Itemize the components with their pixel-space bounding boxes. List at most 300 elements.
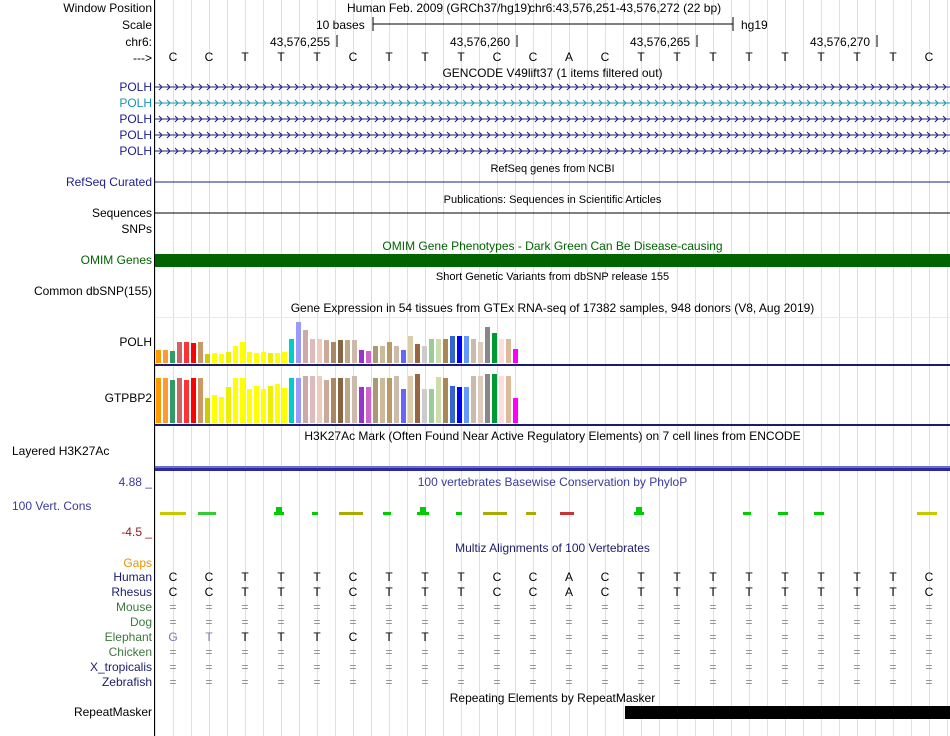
alignment-base: C: [492, 570, 502, 584]
alignment-base: =: [385, 600, 393, 614]
repeatmasker-block: [625, 706, 950, 719]
track-label-omim[interactable]: OMIM Genes: [80, 253, 152, 267]
gtex-polh-bar: [282, 352, 287, 363]
alignment-base: =: [493, 600, 501, 614]
gtex-polh-bar: [338, 340, 343, 363]
alignment-base: =: [673, 615, 681, 629]
base-letter: T: [853, 50, 861, 64]
alignment-base: =: [925, 630, 933, 644]
alignment-base: =: [493, 660, 501, 674]
omim-gene-block: [155, 254, 950, 267]
alignment-base: =: [565, 660, 573, 674]
base-letter: T: [745, 50, 753, 64]
dbsnp-track-title: Short Genetic Variants from dbSNP release 155: [435, 271, 670, 283]
alignment-base: =: [781, 660, 789, 674]
base-letter: C: [924, 50, 934, 64]
alignment-base: =: [673, 630, 681, 644]
alignment-base: =: [817, 675, 825, 689]
alignment-base: C: [168, 570, 178, 584]
alignment-base: =: [853, 600, 861, 614]
gtex-polh-bar: [513, 349, 518, 363]
gtex-polh-bar: [177, 342, 182, 363]
gtex-gtpbp2-bar: [373, 378, 378, 423]
scale-label: Scale: [121, 18, 152, 32]
gtex-gtpbp2-bar: [275, 384, 280, 423]
alignment-base: =: [313, 645, 321, 659]
alignment-base: =: [169, 615, 177, 629]
alignment-base: =: [241, 615, 249, 629]
gtex-polh-bar: [506, 339, 511, 363]
alignment-base: =: [205, 600, 213, 614]
gtex-gtpbp2-bar: [247, 389, 252, 423]
gtex-gtpbp2-bar: [177, 378, 182, 423]
base-letter: C: [168, 50, 178, 64]
alignment-base: =: [673, 675, 681, 689]
gtex-polh-bar: [254, 353, 259, 363]
alignment-base: =: [889, 645, 897, 659]
alignment-base: T: [457, 585, 465, 599]
species-label-x_tropicalis[interactable]: X_tropicalis: [89, 660, 152, 674]
gtex-polh-bar: [247, 352, 252, 363]
alignment-base: =: [565, 600, 573, 614]
phylop-max-label: 4.88 _: [118, 475, 152, 489]
alignment-base: =: [457, 675, 465, 689]
position-readout: chr6:43,576,251-43,576,272 (22 bp): [529, 1, 722, 15]
phylop-mark: [526, 512, 536, 515]
alignment-base: =: [349, 675, 357, 689]
alignment-base: =: [925, 660, 933, 674]
alignment-base: T: [241, 585, 249, 599]
alignment-base: =: [241, 645, 249, 659]
species-label-rhesus[interactable]: Rhesus: [111, 585, 152, 599]
alignment-base: =: [781, 615, 789, 629]
alignment-base: =: [277, 645, 285, 659]
track-label-gtex-gtpbp2[interactable]: GTPBP2: [104, 391, 152, 405]
alignment-base: =: [241, 660, 249, 674]
base-letter: T: [385, 50, 393, 64]
gtex-gtpbp2-bar: [331, 378, 336, 423]
alignment-base: =: [565, 615, 573, 629]
gtex-gtpbp2-bar: [345, 378, 350, 423]
alignment-base: =: [205, 615, 213, 629]
track-label-polh-2[interactable]: POLH: [119, 96, 152, 110]
gtex-gtpbp2-bar: [443, 378, 448, 423]
alignment-base: T: [385, 585, 393, 599]
alignment-base: =: [565, 675, 573, 689]
alignment-base: T: [637, 570, 645, 584]
track-label-snps[interactable]: SNPs: [121, 222, 152, 236]
alignment-base: T: [277, 630, 285, 644]
alignment-base: T: [385, 570, 393, 584]
gtex-gtpbp2-bar: [268, 386, 273, 423]
alignment-base: =: [385, 660, 393, 674]
alignment-base: =: [817, 645, 825, 659]
alignment-base: C: [492, 585, 502, 599]
alignment-base: =: [853, 675, 861, 689]
gtex-gtpbp2-bar: [324, 380, 329, 423]
base-letter: T: [313, 50, 321, 64]
alignment-base: =: [709, 660, 717, 674]
gtex-polh-bar: [485, 327, 490, 363]
alignment-base: =: [313, 675, 321, 689]
alignment-base: =: [889, 615, 897, 629]
alignment-base: C: [600, 570, 610, 584]
gtex-gtpbp2-bar: [240, 378, 245, 423]
track-label-polh-4[interactable]: POLH: [119, 128, 152, 142]
base-letter: C: [492, 50, 502, 64]
base-letter: C: [204, 50, 214, 64]
gtex-track-title: Gene Expression in 54 tissues from GTEx RNA-seq of 17382 samples, 948 donors (V8, Aug 2019): [290, 301, 815, 315]
alignment-base: T: [889, 570, 897, 584]
gtex-polh-bar: [317, 339, 322, 363]
species-label-dog[interactable]: Dog: [129, 615, 152, 629]
base-letter: T: [889, 50, 897, 64]
alignment-base: =: [493, 645, 501, 659]
alignment-base: =: [853, 645, 861, 659]
alignment-base: =: [493, 615, 501, 629]
alignment-base: =: [817, 660, 825, 674]
alignment-base: =: [673, 660, 681, 674]
strand-label: --->: [133, 51, 152, 65]
gtex-polh-bar: [331, 342, 336, 363]
scale-bar-label: 10 bases: [316, 18, 365, 32]
alignment-base: =: [745, 600, 753, 614]
gtex-gtpbp2-bar: [303, 376, 308, 423]
phylop-mark: [312, 512, 318, 515]
gtex-gtpbp2-bar: [296, 378, 301, 423]
gtex-gtpbp2-bar: [170, 380, 175, 423]
base-letter: T: [781, 50, 789, 64]
alignment-base: =: [385, 645, 393, 659]
gtex-gtpbp2-bar: [464, 387, 469, 423]
alignment-base: =: [637, 660, 645, 674]
alignment-base: =: [925, 645, 933, 659]
gtex-gtpbp2-bar: [450, 386, 455, 423]
gtex-gtpbp2-bar: [184, 380, 189, 423]
gtex-gtpbp2-bar: [156, 378, 161, 423]
alignment-base: =: [493, 630, 501, 644]
alignment-base: =: [925, 675, 933, 689]
base-letter: T: [637, 50, 645, 64]
gtex-gtpbp2-bar: [499, 376, 504, 423]
gtex-gtpbp2-bar: [254, 386, 259, 423]
gtex-polh-bar: [408, 336, 413, 363]
phylop-peak: [420, 507, 426, 515]
alignment-base: =: [493, 675, 501, 689]
alignment-base: =: [673, 600, 681, 614]
gtex-polh-bar: [457, 336, 462, 363]
gtex-polh-bar: [296, 322, 301, 363]
gtex-gtpbp2-bar: [282, 388, 287, 423]
alignment-base: =: [601, 600, 609, 614]
alignment-base: T: [817, 585, 825, 599]
gtex-top-border: [155, 317, 950, 318]
track-image-panel[interactable]: [155, 0, 950, 736]
gtex-gtpbp2-bar: [387, 378, 392, 423]
alignment-base: =: [709, 600, 717, 614]
alignment-base: =: [529, 675, 537, 689]
alignment-base: T: [637, 585, 645, 599]
alignment-base: T: [313, 585, 321, 599]
coord-label-1: 43,576,255: [270, 35, 331, 49]
alignment-base: C: [924, 585, 934, 599]
omim-track-title: OMIM Gene Phenotypes - Dark Green Can Be Disease-causing: [382, 239, 723, 253]
gtex-gtpbp2-bar: [485, 374, 490, 423]
base-letter: T: [241, 50, 249, 64]
gtex-gtpbp2-bar: [289, 378, 294, 423]
track-label-gaps[interactable]: Gaps: [123, 556, 152, 570]
alignment-base: =: [169, 675, 177, 689]
alignment-base: =: [709, 630, 717, 644]
base-letter: T: [277, 50, 285, 64]
gtex-gtpbp2-bar: [513, 398, 518, 423]
gtex-polh-bar: [303, 330, 308, 363]
phylop-mark: [814, 512, 824, 515]
alignment-base: T: [781, 585, 789, 599]
base-letter: C: [600, 50, 610, 64]
alignment-base: =: [241, 600, 249, 614]
alignment-base: T: [241, 630, 249, 644]
alignment-base: =: [421, 600, 429, 614]
gtex-gtpbp2-bar: [471, 376, 476, 423]
alignment-base: =: [745, 645, 753, 659]
alignment-base: =: [457, 660, 465, 674]
track-label-gtex-polh[interactable]: POLH: [119, 335, 152, 349]
alignment-base: T: [313, 570, 321, 584]
species-label-mouse[interactable]: Mouse: [115, 600, 152, 614]
alignment-base: =: [889, 660, 897, 674]
alignment-base: C: [348, 585, 358, 599]
gtex-gtpbp2-bar: [415, 374, 420, 423]
alignment-base: A: [564, 570, 573, 584]
gtex-polh-bar: [450, 336, 455, 363]
alignment-base: =: [313, 660, 321, 674]
alignment-base: T: [313, 630, 321, 644]
alignment-base: T: [781, 570, 789, 584]
gtex-polh-bar: [422, 346, 427, 363]
gtex-polh-bar: [275, 353, 280, 363]
alignment-base: =: [169, 660, 177, 674]
gtex-polh-bar: [212, 353, 217, 363]
alignment-base: =: [889, 600, 897, 614]
gtex-gtpbp2-bar: [212, 395, 217, 423]
alignment-base: G: [168, 630, 178, 644]
track-label-sequences[interactable]: Sequences: [91, 206, 152, 220]
repeatmasker-track-title: Repeating Elements by RepeatMasker: [449, 691, 656, 705]
gtex-gtpbp2-bar: [310, 376, 315, 423]
alignment-base: =: [421, 645, 429, 659]
gtex-polh-bar: [373, 346, 378, 363]
alignment-base: =: [601, 630, 609, 644]
alignment-base: =: [169, 600, 177, 614]
alignment-base: =: [529, 660, 537, 674]
base-letter: T: [421, 50, 429, 64]
gtex-polh-bar: [310, 339, 315, 363]
gtex-polh-bar: [387, 342, 392, 363]
gtex-polh-bar: [163, 350, 168, 363]
species-label-zebrafish[interactable]: Zebrafish: [101, 675, 152, 689]
alignment-base: =: [745, 660, 753, 674]
alignment-base: =: [385, 675, 393, 689]
track-label-h3k27ac[interactable]: Layered H3K27Ac: [12, 444, 110, 458]
alignment-base: =: [169, 645, 177, 659]
alignment-base: =: [925, 600, 933, 614]
gtex-gtpbp2-bar: [205, 398, 210, 423]
h3k27ac-signal-top: [155, 466, 950, 468]
alignment-base: =: [313, 600, 321, 614]
alignment-base: =: [781, 600, 789, 614]
track-labels-panel: [0, 0, 154, 736]
gencode-track-title: GENCODE V49lift37 (1 items filtered out): [442, 66, 663, 80]
gtex-gtpbp2-bar: [359, 387, 364, 423]
gtex-polh-bar: [205, 354, 210, 363]
h3k27ac-signal: [155, 468, 950, 471]
gtex-gtpbp2-bar: [191, 378, 196, 423]
phylop-mark: [339, 512, 363, 515]
track-label-cons[interactable]: 100 Vert. Cons: [12, 499, 92, 513]
assembly-title: Human Feb. 2009 (GRCh37/hg19): [347, 1, 532, 15]
track-label-dbsnp[interactable]: Common dbSNP(155): [33, 284, 152, 298]
alignment-base: =: [853, 615, 861, 629]
gtex-gtpbp2-bar: [233, 378, 238, 423]
alignment-base: =: [313, 615, 321, 629]
alignment-base: T: [853, 570, 861, 584]
gtex-polh-bar: [492, 333, 497, 363]
gtex-gtpbp2-bar: [408, 376, 413, 423]
alignment-base: T: [421, 570, 429, 584]
alignment-base: C: [348, 630, 358, 644]
gtex-gtpbp2-bar: [436, 377, 441, 423]
phylop-mark: [778, 512, 788, 515]
gtex-gtpbp2-bar: [338, 378, 343, 423]
phylop-mark: [456, 512, 462, 515]
gtex-polh-bar: [345, 340, 350, 363]
base-letter: C: [348, 50, 358, 64]
track-label-polh-3[interactable]: POLH: [119, 112, 152, 126]
alignment-base: C: [204, 585, 214, 599]
alignment-base: C: [528, 585, 538, 599]
alignment-base: =: [745, 615, 753, 629]
gtex-polh-bar: [226, 352, 231, 363]
gtex-polh-bar: [443, 339, 448, 363]
gtex-polh-bar: [184, 342, 189, 363]
alignment-base: C: [204, 570, 214, 584]
track-label-polh-1[interactable]: POLH: [119, 80, 152, 94]
phylop-mark: [383, 512, 391, 515]
alignment-base: T: [889, 585, 897, 599]
h3k27ac-track-title: H3K27Ac Mark (Often Found Near Active Regulatory Elements) on 7 cell lines from ENCODE: [304, 429, 801, 443]
alignment-base: A: [564, 585, 573, 599]
gtex-gtpbp2-bar: [478, 376, 483, 423]
alignment-base: =: [745, 675, 753, 689]
phylop-mark: [483, 512, 507, 515]
gtex-gtpbp2-bar: [457, 387, 462, 423]
base-letter: T: [457, 50, 465, 64]
species-label-human[interactable]: Human: [113, 570, 152, 584]
alignment-base: =: [673, 645, 681, 659]
alignment-base: =: [529, 615, 537, 629]
alignment-base: =: [529, 600, 537, 614]
gtex-polh-bar: [366, 351, 371, 363]
gtex-polh-bar: [219, 354, 224, 363]
alignment-base: =: [529, 630, 537, 644]
alignment-base: =: [745, 630, 753, 644]
alignment-base: =: [205, 675, 213, 689]
species-label-chicken[interactable]: Chicken: [108, 645, 152, 659]
alignment-base: =: [205, 660, 213, 674]
alignment-base: =: [349, 645, 357, 659]
gtex-gtpbp2-bar: [219, 397, 224, 423]
coord-label-3: 43,576,265: [630, 35, 691, 49]
base-letter: A: [564, 50, 573, 64]
alignment-base: =: [241, 675, 249, 689]
alignment-base: =: [565, 630, 573, 644]
gtex-polh-bar: [471, 339, 476, 363]
species-label-elephant[interactable]: Elephant: [104, 630, 152, 644]
alignment-base: T: [853, 585, 861, 599]
gtex-polh-bar: [380, 346, 385, 363]
track-label-polh-5[interactable]: POLH: [119, 144, 152, 158]
alignment-base: =: [781, 645, 789, 659]
base-letter: T: [709, 50, 717, 64]
phylop-mark: [560, 512, 574, 515]
track-label-repeatmasker[interactable]: RepeatMasker: [73, 705, 152, 719]
alignment-base: =: [853, 660, 861, 674]
alignment-base: T: [277, 585, 285, 599]
gtex-polh-bar: [352, 340, 357, 363]
alignment-base: T: [709, 570, 717, 584]
gtex-polh-bar: [324, 340, 329, 363]
phylop-peak: [276, 507, 282, 515]
gtex-polh-bar: [191, 343, 196, 363]
phylop-mark: [917, 512, 937, 515]
phylop-peak: [636, 507, 642, 515]
alignment-base: =: [205, 645, 213, 659]
alignment-base: =: [277, 675, 285, 689]
alignment-base: =: [349, 660, 357, 674]
gtex-polh-bar: [464, 336, 469, 363]
chrom-label: chr6:: [125, 35, 152, 49]
phylop-mark: [198, 512, 216, 515]
alignment-base: =: [277, 660, 285, 674]
alignment-base: =: [421, 615, 429, 629]
alignment-base: =: [601, 615, 609, 629]
alignment-base: =: [349, 600, 357, 614]
alignment-base: T: [385, 630, 393, 644]
alignment-base: =: [601, 660, 609, 674]
alignment-base: =: [709, 675, 717, 689]
phylop-mark: [160, 512, 186, 515]
coord-label-4: 43,576,270: [810, 35, 871, 49]
gtex-gtpbp2-bar: [380, 378, 385, 423]
gtex-polh-bar: [198, 342, 203, 363]
alignment-base: =: [637, 615, 645, 629]
alignment-base: =: [457, 615, 465, 629]
alignment-base: T: [709, 585, 717, 599]
alignment-base: T: [817, 570, 825, 584]
alignment-base: C: [600, 585, 610, 599]
gtex-polh-bar: [436, 339, 441, 363]
alignment-base: =: [421, 675, 429, 689]
gtex-gtpbp2-bar: [317, 376, 322, 423]
gtex-polh-bar: [170, 351, 175, 363]
gtex-polh-bar: [289, 339, 294, 363]
track-label-refseq[interactable]: RefSeq Curated: [65, 175, 152, 189]
alignment-base: =: [709, 615, 717, 629]
window-position-label: Window Position: [63, 1, 152, 15]
alignment-base: =: [385, 615, 393, 629]
alignment-base: =: [277, 600, 285, 614]
